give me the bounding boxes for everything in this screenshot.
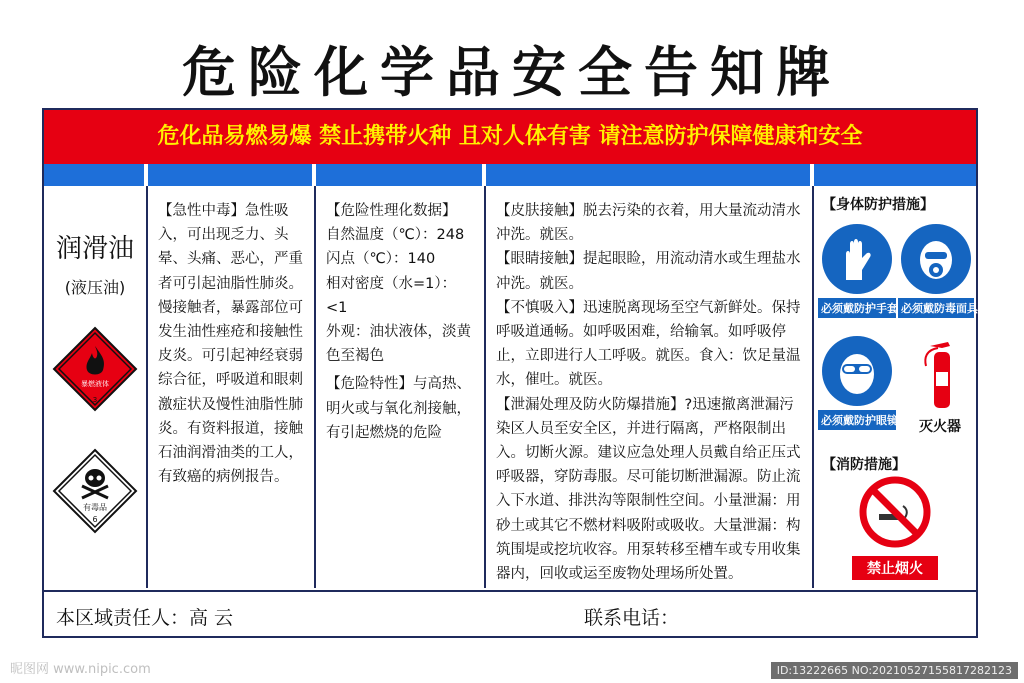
gloves-icon	[822, 224, 892, 294]
no-fire-sign	[852, 476, 938, 580]
gas-mask-sign	[898, 224, 978, 318]
spill-handling: 【泄漏处理及防火防爆措施】?迅速撤离泄漏污染区人员至安全区，并进行隔离，严格限制出入。切断火源。建议应急处理人员戴自给正压式呼吸器，穿防毒服。尽可能切断泄漏源。防止流入下水道、排洪沟等限制性空间。小量泄漏：用砂土或其它不燃材料吸附或吸收。大量泄漏：构筑围堤或挖坑收容。用泵转移至槽车或专用收集器内，回收或运至废物处理场所处置。	[496, 396, 801, 583]
header-strip	[486, 164, 810, 186]
gloves-label: 必须戴防护手套	[818, 298, 896, 318]
toxic-substance-sign	[52, 448, 138, 534]
notice-board	[42, 108, 978, 638]
header-strip	[44, 164, 144, 186]
flash-point: 闪点（℃）：140	[326, 251, 436, 268]
header-strip	[148, 164, 312, 186]
physchem-column	[316, 186, 486, 588]
warning-banner: 危化品易燃易爆 禁止携带火种 且对人体有害 请注意防护保障健康和安全	[44, 110, 976, 164]
no-smoking-icon	[859, 476, 931, 548]
skin-contact: 【皮肤接触】脱去污染的衣着，用大量流动清水冲洗。就医。	[496, 203, 801, 244]
extinguisher-sign	[910, 336, 970, 436]
no-smoking-label: 禁止烟火	[852, 556, 938, 580]
responsible-person: 本区域责任人：高 云	[56, 607, 234, 629]
fire-extinguisher-icon	[920, 336, 960, 410]
inhalation: 【不慎吸入】迅速脱离现场至空气新鲜处。保持呼吸道通畅。如呼吸困难，给输氧。如呼吸停止，立即进行人工呼吸。就医。食入：饮足量温水，催吐。就医。	[496, 299, 801, 389]
goggles-sign	[818, 336, 896, 430]
first-aid-column	[486, 186, 814, 588]
relative-density: 相对密度（水=1）：<1	[326, 275, 457, 316]
health-hazard-column	[148, 186, 316, 588]
sign1-number: 3	[92, 396, 98, 404]
header-strip	[316, 164, 482, 186]
product-alias: (液压油)	[64, 278, 126, 297]
acute-poisoning-text: 【急性中毒】急性吸入，可出现乏力、头晕、头痛、恶心，严重者可引起油脂性肺炎。慢接触者，暴露部位可发生油性痤疮和接触性皮炎。可引起神经衰弱综合征，呼吸道和眼刺激症状及慢性油脂性肺炎。有资料报道，接触石油润滑油类的工人，有致癌的病例报告。	[158, 203, 303, 486]
watermark: 昵图网 www.nipic.com	[10, 662, 151, 677]
autoignition-temp: 自然温度（℃）：248	[326, 227, 465, 244]
image-id: ID:13222665 NO:20210527155817282123	[771, 662, 1018, 679]
protection-heading: 【身体防护措施】	[822, 197, 934, 213]
eye-contact: 【眼睛接触】提起眼睑，用流动清水或生理盐水冲洗。就医。	[496, 251, 801, 292]
appearance: 外观：油状液体，淡黄色至褐色	[326, 324, 471, 365]
goggles-icon	[822, 336, 892, 406]
extinguisher-label: 灭火器	[919, 419, 961, 435]
gas-mask-icon	[901, 224, 971, 294]
gloves-sign	[818, 224, 896, 318]
goggles-label: 必须戴防护眼镜	[818, 410, 896, 430]
gas-mask-label: 必须戴防毒面具	[898, 298, 974, 318]
sign2-label: 有毒品	[83, 503, 107, 512]
flammable-liquid-sign	[52, 326, 138, 412]
header-strip	[814, 164, 976, 186]
footer	[44, 590, 976, 636]
fire-measures-heading: 【消防措施】	[822, 457, 906, 473]
sign2-number: 6	[92, 515, 98, 524]
product-name: 润滑油	[55, 234, 134, 264]
protection-column	[814, 186, 976, 588]
contact-phone: 联系电话：	[584, 607, 680, 629]
hazard-properties: 【危险特性】与高热、明火或与氧化剂接触，有引起燃烧的危险	[326, 376, 471, 441]
page-title: 危险化学品安全告知牌	[182, 41, 842, 104]
physchem-heading: 【危险性理化数据】	[326, 203, 457, 219]
sign1-label: 暴燃液体	[81, 380, 109, 388]
product-column	[44, 186, 148, 588]
